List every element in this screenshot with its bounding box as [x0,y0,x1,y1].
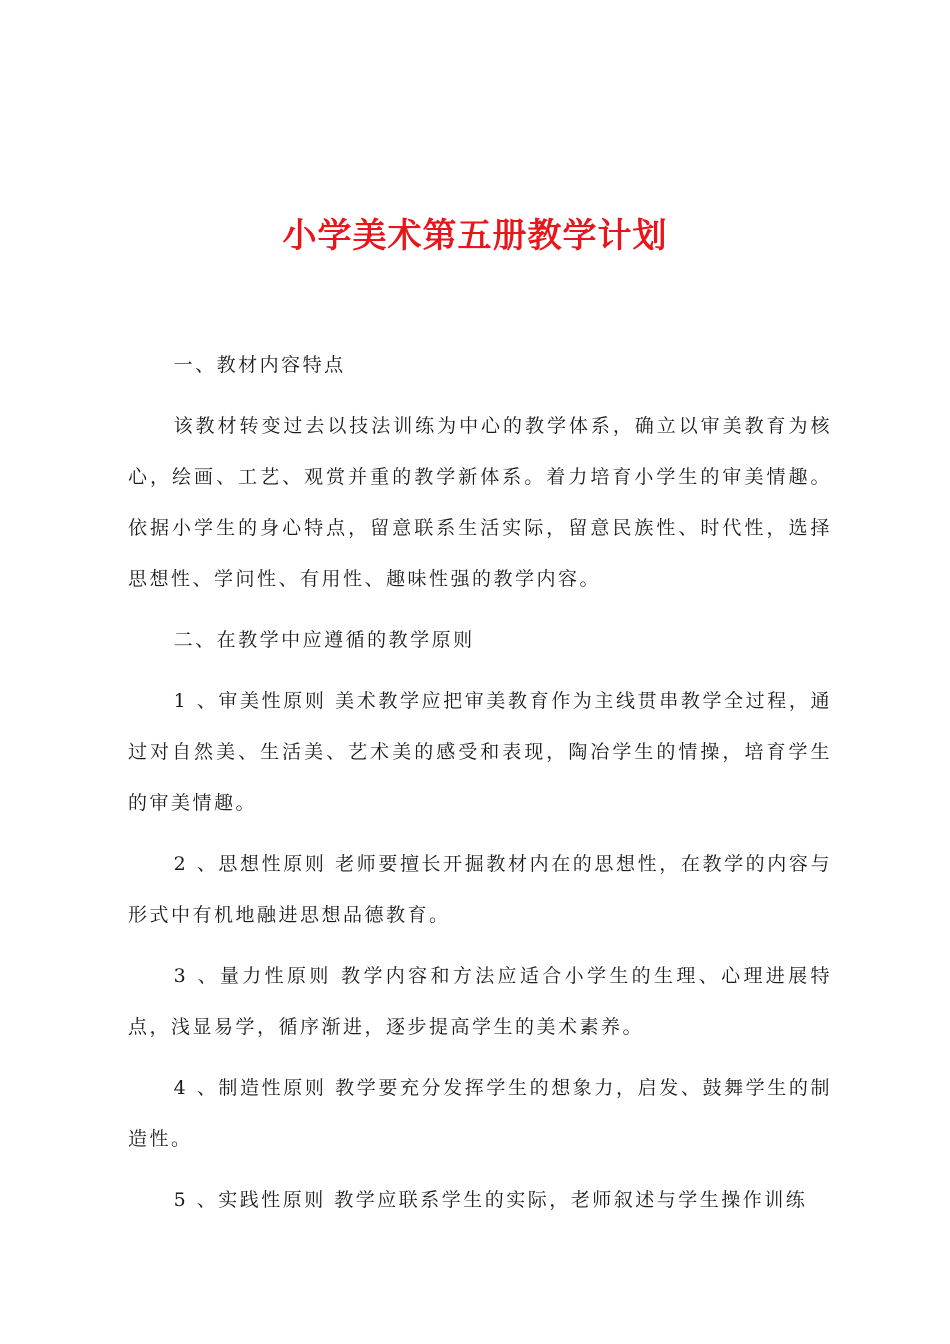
principle-practice: 5 、实践性原则 教学应联系学生的实际，老师叙述与学生操作训练 [173,1189,808,1211]
section-heading-2: 二、在教学中应遵循的教学原则 [173,629,475,651]
document-body [128,340,832,1236]
paragraph-textbook-features: 该教材转变过去以技法训练为中心的教学体系，确立以审美教育为核心，绘画、工艺、观赏并重的教学新体系。着力培育小学生的审美情趣。依据小学生的身心特点，留意联系生活实际，留意民族性、时代性，选择思想性、学问性、有用性、趣味性强的教学内容。 [128,415,832,590]
principle-creativity: 4 、制造性原则 教学要充分发挥学生的想象力，启发、鼓舞学生的制造性。 [128,1077,832,1150]
principle-capacity: 3 、量力性原则 教学内容和方法应适合小学生的生理、心理进展特点，浅显易学，循序渐进，逐步提高学生的美术素养。 [128,965,832,1038]
document-title: 小学美术第五册教学计划 [282,216,668,256]
principle-ideological: 2 、思想性原则 老师要擅长开掘教材内在的思想性，在教学的内容与形式中有机地融进思想品德教育。 [128,853,832,926]
principle-aesthetic: 1 、审美性原则 美术教学应把审美教育作为主线贯串教学全过程，通过对自然美、生活美、艺术美的感受和表现，陶冶学生的情操，培育学生的审美情趣。 [128,690,832,814]
section-heading-1: 一、教材内容特点 [173,354,346,376]
